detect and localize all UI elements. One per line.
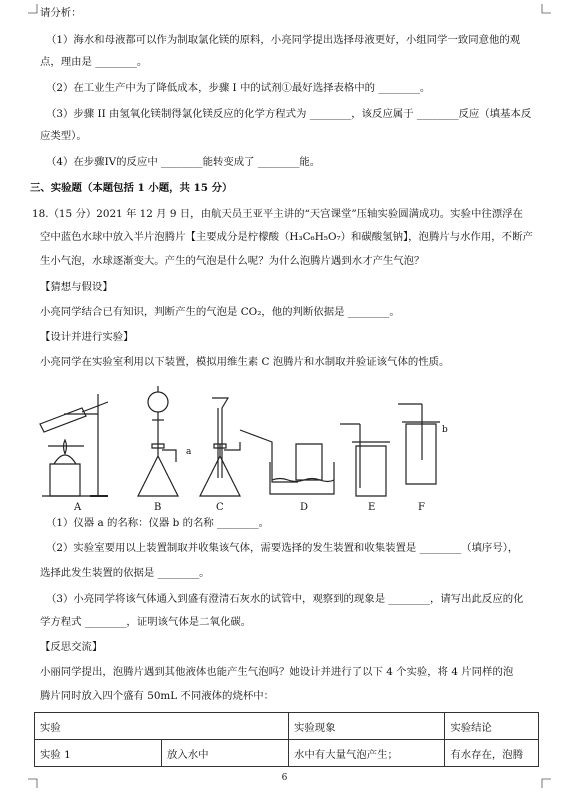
- subsection-heading: 【设计并进行实验】: [40, 331, 134, 343]
- table-header-row: [35, 713, 539, 740]
- text-line: 生小气泡，水球逐渐变大。产生的气泡是什么呢？为什么泡腾片遇到水才产生气泡？: [40, 255, 425, 267]
- text-line: （1）仪器 a 的名称：仪器 b 的名称 ________。: [46, 517, 270, 529]
- section-heading: 三、实验题（本题包括 1 小题，共 15 分）: [30, 182, 233, 194]
- table-header-cell: 实验: [35, 713, 289, 740]
- table-cell: 放入水中: [162, 740, 289, 767]
- question-intro: 18.（15 分）2021 年 12 月 9 日，由航天员王亚平主讲的“天宫课堂”压轴实验圆满成功。实验中往漂浮在: [32, 208, 523, 220]
- text-line: 小丽同学提出，泡腾片遇到其他液体也能产生气泡吗？她设计并进行了以下 4 个实验，将 4 片同样的泡: [40, 666, 514, 678]
- text-line: 小亮同学结合已有知识，判断产生的气泡是 CO₂，他的判断依据是 ________。: [40, 306, 400, 318]
- apparatus-label-E: E: [368, 502, 376, 512]
- lab-apparatus-figure: [34, 384, 464, 512]
- text-line: 点，理由是 ________。: [40, 56, 148, 68]
- text-line: 学方程式 ________，证明该气体是二氧化碳。: [40, 616, 252, 628]
- apparatus-label-A: A: [74, 502, 82, 512]
- text-line: 请分析：: [40, 7, 82, 19]
- table-cell: 有水存在，泡腾: [445, 740, 539, 767]
- text-line: 腾片同时放入四个盛有 50mL 不同液体的烧杯中：: [40, 690, 275, 702]
- apparatus-label-F: F: [418, 502, 425, 512]
- text-line: （2）实验室要用以上装置制取并收集该气体，需要选择的发生装置和收集装置是 ________（填序号），: [46, 542, 519, 554]
- table-cell: 水中有大量气泡产生；: [289, 740, 445, 767]
- text-line: 选择此发生装置的依据是 ________。: [40, 567, 210, 579]
- text-line: 小亮同学在实验室利用以下装置，模拟用维生素 C 泡腾片和水制取并验证该气体的性质。: [40, 356, 450, 368]
- crop-mark-top-right: [541, 4, 551, 14]
- table-cell: 实验 1: [35, 740, 162, 767]
- table-row: [35, 740, 539, 767]
- text-line: 应类型）。: [40, 130, 87, 142]
- table-header-cell: 实验结论: [445, 713, 539, 740]
- label-a: a: [186, 447, 192, 457]
- page-number: 6: [281, 773, 288, 783]
- text-line: 空中蓝色水球中放入半片泡腾片【主要成分是柠檬酸（H₃C₆H₅O₇）和碳酸氢钠】，泡腾片与水作用，不断产: [40, 231, 533, 243]
- subsection-heading: 【猜想与假设】: [40, 281, 113, 293]
- subsection-heading: 【反思交流】: [40, 641, 103, 653]
- text-line: （1）海水和母液都可以作为制取氯化镁的原料，小亮同学提出选择母液更好，小组同学一致同意他的观: [46, 34, 521, 46]
- apparatus-label-C: C: [216, 502, 224, 512]
- text-line: （4）在步骤IV的反应中 ________能转变成了 ________能。: [46, 156, 321, 168]
- crop-mark-top-left: [28, 4, 38, 14]
- text-line: （3）小亮同学将该气体通入到盛有澄清石灰水的试管中，观察到的现象是 ________，请写出此反应的化: [46, 593, 524, 605]
- label-b: b: [442, 425, 448, 435]
- apparatus-label-B: B: [154, 502, 162, 512]
- text-line: （2）在工业生产中为了降低成本，步骤 I 中的试剂①最好选择表格中的 ________。: [46, 82, 431, 94]
- text-line: （3）步骤 II 由氢氧化镁制得氯化镁反应的化学方程式为 ________，该反应属于 ________反应（填基本反: [46, 108, 532, 120]
- apparatus-label-D: D: [300, 502, 309, 512]
- table-header-cell: 实验现象: [289, 713, 445, 740]
- experiment-table: [34, 712, 539, 767]
